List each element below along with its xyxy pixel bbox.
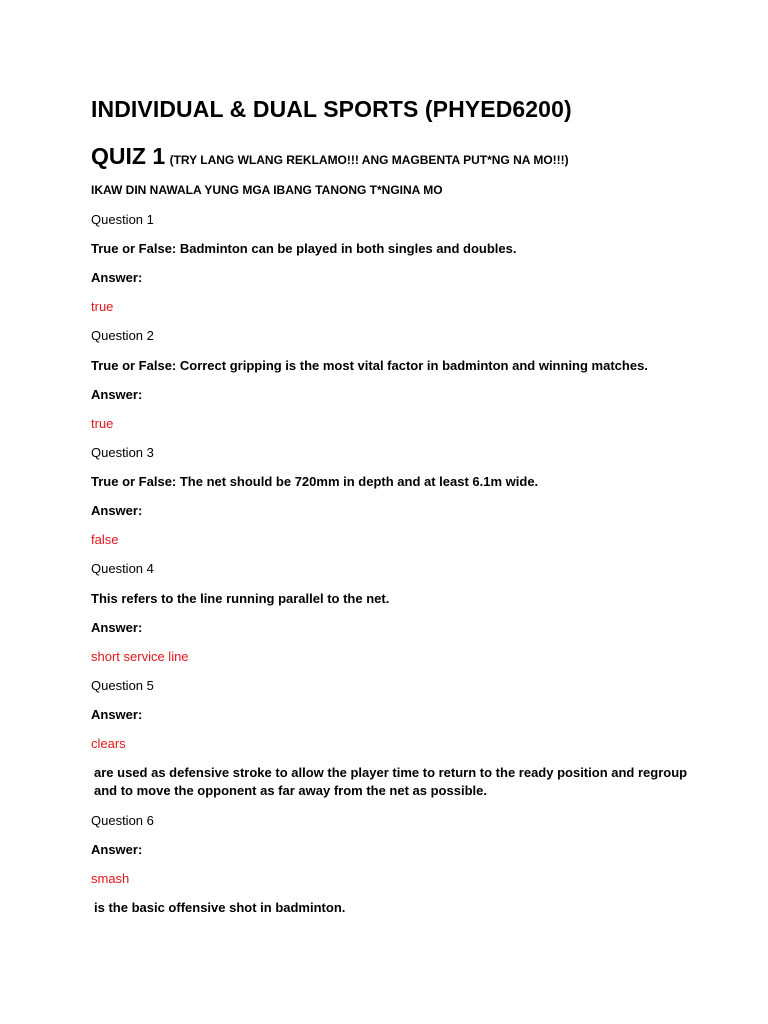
question-5-answer-label: Answer: [91, 707, 143, 722]
question-3-label: Question 3 [91, 445, 154, 460]
question-2-answer: true [91, 416, 114, 431]
question-2-text: True or False: Correct gripping is the most vital factor in badminton and winning matches. [91, 358, 648, 373]
question-3-text: True or False: The net should be 720mm in depth and at least 6.1m wide. [91, 474, 539, 489]
question-6-answer: smash [91, 871, 130, 886]
question-6-label: Question 6 [91, 813, 154, 828]
question-3-answer: false [91, 532, 119, 547]
question-4-answer-label: Answer: [91, 620, 143, 635]
document-subtitle: IKAW DIN NAWALA YUNG MGA IBANG TANONG T*NGINA MO [91, 183, 443, 197]
question-5-label: Question 5 [91, 678, 154, 693]
question-6-text: is the basic offensive shot in badminton. [94, 900, 346, 915]
question-1-answer: true [91, 299, 114, 314]
question-1-answer-label: Answer: [91, 270, 143, 285]
document-title: INDIVIDUAL & DUAL SPORTS (PHYED6200) [91, 96, 572, 122]
question-4-label: Question 4 [91, 561, 154, 576]
question-3-answer-label: Answer: [91, 503, 143, 518]
question-1-text: True or False: Badminton can be played in both singles and doubles. [91, 241, 517, 256]
quiz-heading [91, 145, 708, 168]
question-6-answer-label: Answer: [91, 842, 143, 857]
question-2-label: Question 2 [91, 328, 154, 343]
quiz-note: (TRY LANG WLANG REKLAMO!!! ANG MAGBENTA PUT*NG NA MO!!!) [169, 153, 569, 167]
quiz-label: QUIZ 1 [91, 143, 166, 169]
question-1-label: Question 1 [91, 212, 154, 227]
question-5-text: are used as defensive stroke to allow the player time to return to the ready position and regroup and to move the opponent as far away from the net as possible. [94, 765, 688, 798]
question-4-text: This refers to the line running parallel to the net. [91, 591, 390, 606]
question-2-answer-label: Answer: [91, 387, 143, 402]
question-4-answer: short service line [91, 649, 189, 664]
question-5-answer: clears [91, 736, 126, 751]
